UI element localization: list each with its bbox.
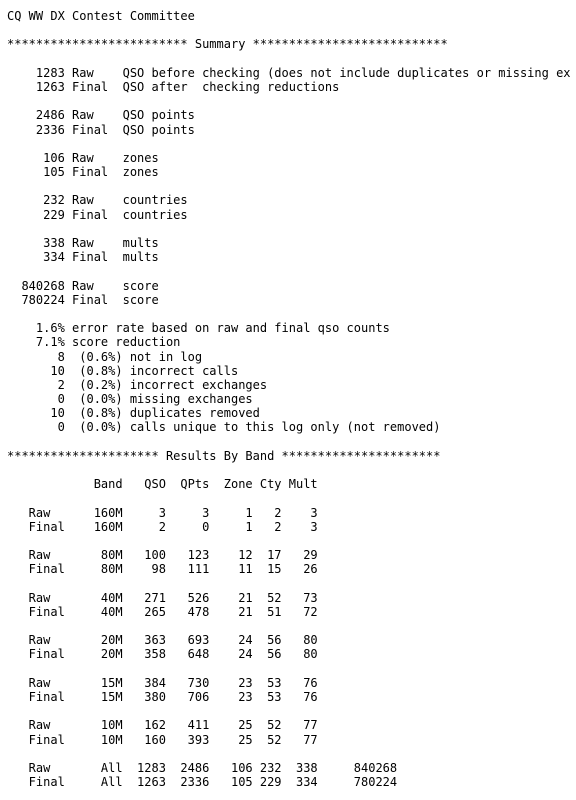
report-line: Raw 20M 363 693 24 56 80 <box>7 633 318 648</box>
report-line: 232 Raw countries <box>7 193 188 208</box>
report-line: 8 (0.6%) not in log <box>7 349 203 364</box>
report-line: 2336 Final QSO points <box>7 122 195 137</box>
report-line: Final 40M 265 478 21 51 72 <box>7 604 318 619</box>
report-line: 1263 Final QSO after checking reductions <box>7 79 340 94</box>
report-line: Final 80M 98 111 11 15 26 <box>7 562 318 577</box>
report-line: Raw All 1283 2486 106 232 338 840268 <box>7 760 398 775</box>
report-line: Raw 40M 271 526 21 52 73 <box>7 590 318 605</box>
report-line <box>7 179 571 193</box>
report-line: 10 (0.8%) duplicates removed <box>7 406 260 421</box>
report-line <box>7 619 571 633</box>
report-line <box>7 137 571 151</box>
report-line <box>7 307 571 321</box>
report-line: 1.6% error rate based on raw and final qso counts <box>7 321 390 336</box>
report-line: 229 Final countries <box>7 207 188 222</box>
report-line: Raw 10M 162 411 25 52 77 <box>7 718 318 733</box>
report-line: Raw 80M 100 123 12 17 29 <box>7 548 318 563</box>
report-line <box>7 23 571 37</box>
report-line: 1283 Raw QSO before checking (does not include duplicates or missing ex <box>7 65 571 80</box>
report-line: Raw 160M 3 3 1 2 3 <box>7 505 318 520</box>
report-line <box>7 52 571 66</box>
report-line: Final 20M 358 648 24 56 80 <box>7 647 318 662</box>
report-line: 0 (0.0%) calls unique to this log only (not removed) <box>7 420 441 435</box>
report-line <box>7 491 571 505</box>
report-line: Final 160M 2 0 1 2 3 <box>7 519 318 534</box>
report-line <box>7 435 571 449</box>
report-line: 334 Final mults <box>7 250 159 265</box>
report-line: ************************* Summary *************************** <box>7 37 448 52</box>
report-line: 0 (0.0%) missing exchanges <box>7 392 253 407</box>
report-line <box>7 264 571 278</box>
report-line <box>7 577 571 591</box>
report-line: CQ WW DX Contest Committee <box>7 9 195 23</box>
report-line <box>7 463 571 477</box>
report-line: Band QSO QPts Zone Cty Mult <box>7 477 318 492</box>
report-line <box>7 747 571 761</box>
report-line: 780224 Final score <box>7 292 159 307</box>
report-line: 106 Raw zones <box>7 150 159 165</box>
report-line <box>7 222 571 236</box>
report-line: Final 10M 160 393 25 52 77 <box>7 732 318 747</box>
report-line: 105 Final zones <box>7 165 159 180</box>
report-text <box>7 9 571 789</box>
report-line: 10 (0.8%) incorrect calls <box>7 363 239 378</box>
report-line: 338 Raw mults <box>7 236 159 250</box>
report-line: 7.1% score reduction <box>7 335 181 350</box>
report-line: ********************* Results By Band ********************** <box>7 448 441 463</box>
report-line: 840268 Raw score <box>7 278 159 293</box>
report-line: Final All 1263 2336 105 229 334 780224 <box>7 775 398 790</box>
report-line <box>7 534 571 548</box>
report-line <box>7 704 571 718</box>
report-line <box>7 94 571 108</box>
report-line <box>7 662 571 676</box>
report-line: 2 (0.2%) incorrect exchanges <box>7 377 268 392</box>
report-line: Final 15M 380 706 23 53 76 <box>7 690 318 704</box>
report-line: 2486 Raw QSO points <box>7 108 195 123</box>
report-line: Raw 15M 384 730 23 53 76 <box>7 675 318 690</box>
